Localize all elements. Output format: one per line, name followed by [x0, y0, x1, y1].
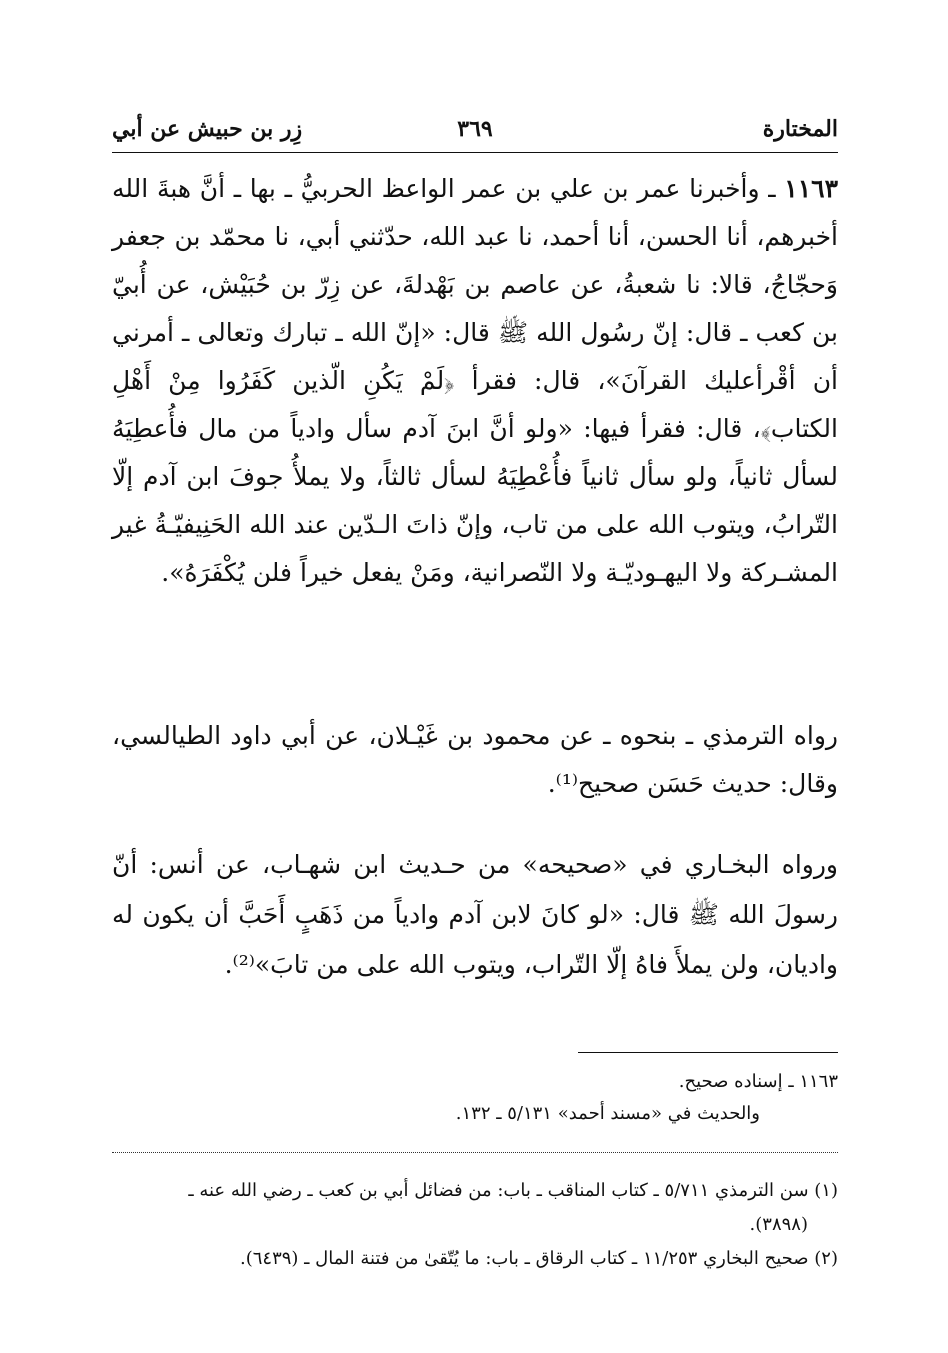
footnote-divider [112, 1152, 838, 1153]
footnote-2: (٢) صحيح البخاري ١١/٢٥٣ ـ كتاب الرقاق ـ باب: ما يُتّقىٰ من فتنة المال ـ (٦٤٣٩). [240, 1248, 838, 1269]
page-number: ٣٦٩ [457, 116, 493, 142]
tirmidhi-text: رواه الترمذي ـ بنحوه ـ عن محمود بن غَيْـلان، عن أبي داود الطيالسي، وقال: حديث حَسَن صحيح⁽¹⁾. [112, 721, 838, 798]
footnote-1-cont: (٣٨٩٨). [749, 1214, 808, 1235]
running-header [112, 110, 838, 150]
hadith-paragraph [112, 165, 838, 597]
tirmidhi-paragraph [112, 712, 838, 808]
footnote-1: (١) سن الترمذي ٥/٧١١ ـ كتاب المناقب ـ باب: من فضائل أبي بن كعب ـ رضي الله عنه ـ [188, 1180, 838, 1201]
book-title: المختارة [762, 116, 838, 142]
bukhari-text: ورواه البخـاري في «صحيحه» من حـديث ابن شهـاب، عن أنس: أنّ رسولَ الله ﷺ قال: «لو كانَ لابن آدم وادياً من ذَهَبٍ أَحَبَّ أن يكون له واديان، ولن يملأَ فاهُ إلّا التّراب، ويتوب الله على من تابَ»⁽²⁾. [112, 850, 838, 979]
note-musnad: والحديث في «مسند أحمد» ٥/١٣١ ـ ١٣٢. [455, 1103, 760, 1124]
hadith-text: ـ وأخبرنا عمر بن علي بن عمر الواعظ الحربيُّ ـ بها ـ أنَّ هبةَ الله أخبرهم، أنا الحسن، أنا أحمد، نا عبد الله، حدّثني أبي، نا محمّد بن جعفر وَحجّاجُ، قالا: نا شعبةُ، عن عاصم بن بَهْدلةَ، عن زِرّ بن حُبَيْش، عن أُبيّ بن كعب ـ قال: إنّ رسُول الله ﷺ قال: «إنّ الله ـ تبارك وتعالى ـ أمرني أن أقْرأعليك القرآنَ»، قال: فقرأ ﴿لَمْ يَكُنِ الّذين كَفَرُوا مِنْ أَهْلِ الكتاب﴾، قال: فقرأ فيها: «ولو أنَّ ابنَ آدم سأل وادياً من مال فأُعطِيَهُ لسأل ثانياً، ولو سأل ثانياً فأُعْطِيَهُ لسأل ثالثاً، ولا يملأُ جوفَ ابن آدم إلّا التّرابُ، ويتوب الله على من تاب، وإنّ ذاتَ الـدّين عند الله الحَنِيفيّـةُ غير المشـركة ولا اليهـوديّـة ولا النّصرانية، ومَنْ يفعل خيراً فلن يُكْفَرَهُ». [112, 174, 838, 587]
section-title: زِر بن حبيش عن أبي [112, 116, 303, 142]
notes-divider [578, 1052, 838, 1053]
editor-notes [112, 1066, 838, 1130]
note-isnad: ١١٦٣ ـ إسناده صحيح. [678, 1071, 838, 1092]
bukhari-paragraph [112, 840, 838, 990]
header-divider [112, 152, 838, 153]
footnotes [112, 1174, 838, 1276]
hadith-number: ١١٦٣ [784, 174, 838, 203]
